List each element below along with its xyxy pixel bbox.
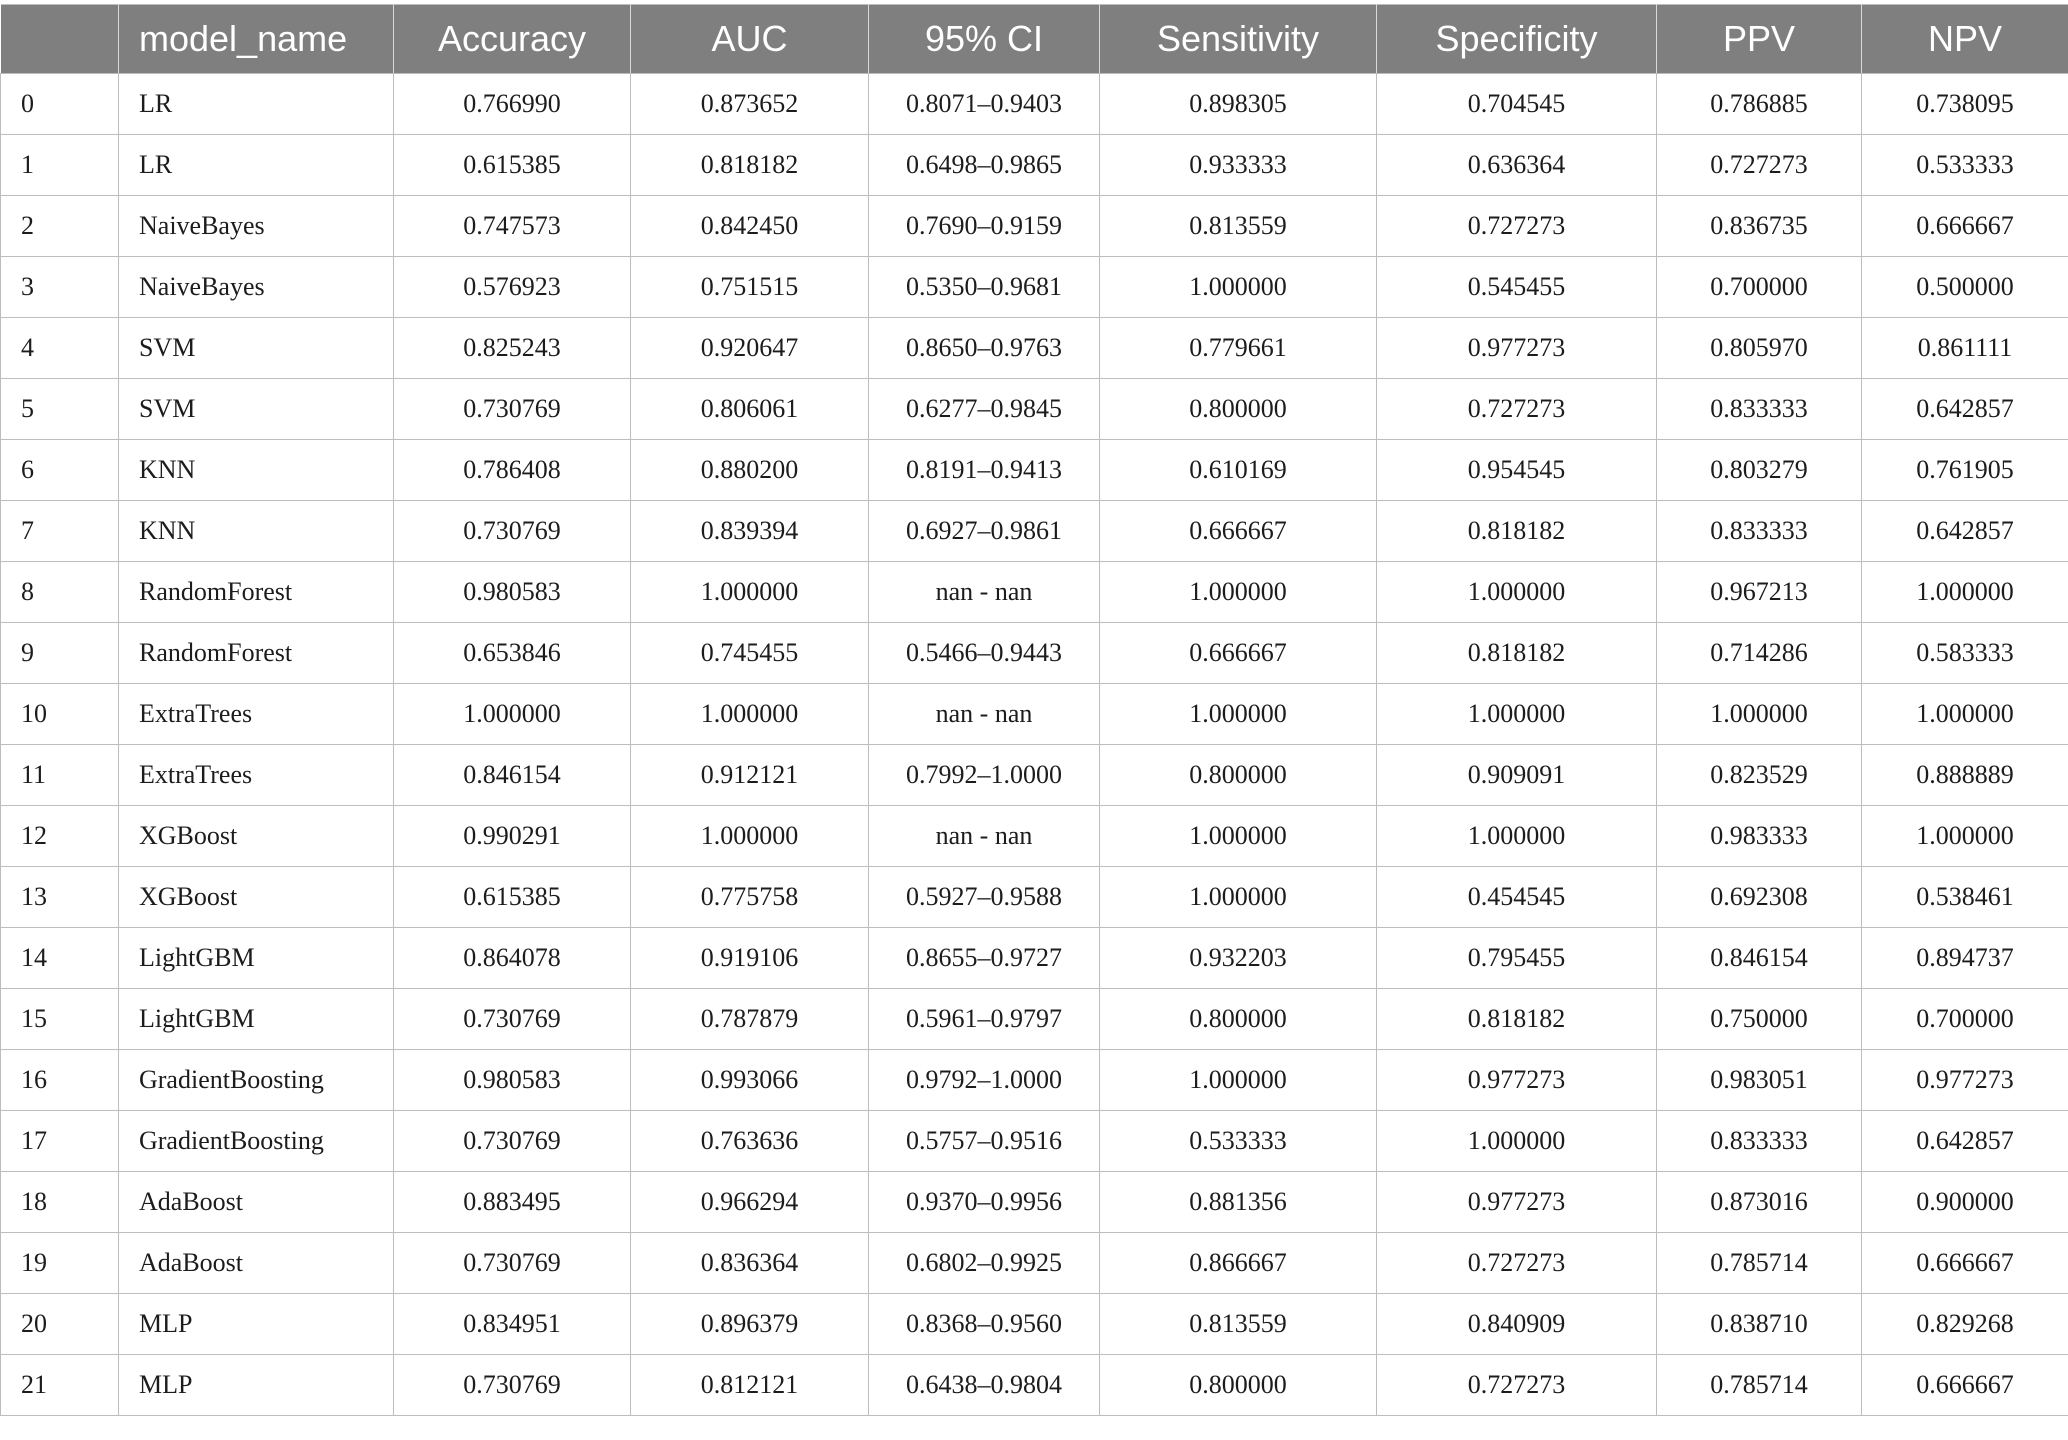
cell-ppv: 0.750000: [1657, 989, 1862, 1050]
cell-accuracy: 0.846154: [394, 745, 631, 806]
cell-npv: 0.666667: [1862, 196, 2068, 257]
cell-95-ci: 0.5350–0.9681: [869, 257, 1100, 318]
cell-index: 13: [1, 867, 119, 928]
cell-sensitivity: 0.800000: [1100, 379, 1377, 440]
cell-specificity: 0.545455: [1377, 257, 1657, 318]
table-row: [1, 806, 2068, 867]
cell-sensitivity: 0.610169: [1100, 440, 1377, 501]
cell-specificity: 0.818182: [1377, 623, 1657, 684]
table-row: [1, 1233, 2068, 1294]
cell-model-name: LightGBM: [119, 928, 394, 989]
cell-npv: 0.761905: [1862, 440, 2068, 501]
cell-sensitivity: 1.000000: [1100, 562, 1377, 623]
cell-npv: 0.900000: [1862, 1172, 2068, 1233]
cell-auc: 0.842450: [631, 196, 869, 257]
table-row: [1, 501, 2068, 562]
cell-specificity: 0.727273: [1377, 196, 1657, 257]
table-row: [1, 684, 2068, 745]
cell-95-ci: 0.7992–1.0000: [869, 745, 1100, 806]
cell-95-ci: 0.9792–1.0000: [869, 1050, 1100, 1111]
cell-sensitivity: 0.932203: [1100, 928, 1377, 989]
cell-sensitivity: 0.666667: [1100, 623, 1377, 684]
cell-index: 6: [1, 440, 119, 501]
cell-ppv: 0.873016: [1657, 1172, 1862, 1233]
cell-accuracy: 0.576923: [394, 257, 631, 318]
header-accuracy: Accuracy: [394, 5, 631, 74]
cell-npv: 1.000000: [1862, 684, 2068, 745]
cell-ppv: 0.700000: [1657, 257, 1862, 318]
table-body: [1, 74, 2068, 1416]
cell-accuracy: 0.864078: [394, 928, 631, 989]
cell-npv: 0.700000: [1862, 989, 2068, 1050]
cell-model-name: NaiveBayes: [119, 257, 394, 318]
cell-95-ci: 0.5757–0.9516: [869, 1111, 1100, 1172]
cell-accuracy: 0.766990: [394, 74, 631, 135]
cell-accuracy: 0.730769: [394, 989, 631, 1050]
cell-npv: 0.894737: [1862, 928, 2068, 989]
table-row: [1, 1050, 2068, 1111]
table-row: [1, 623, 2068, 684]
cell-model-name: RandomForest: [119, 562, 394, 623]
cell-accuracy: 0.786408: [394, 440, 631, 501]
cell-index: 20: [1, 1294, 119, 1355]
cell-auc: 0.818182: [631, 135, 869, 196]
cell-sensitivity: 0.898305: [1100, 74, 1377, 135]
cell-model-name: KNN: [119, 440, 394, 501]
cell-auc: 0.763636: [631, 1111, 869, 1172]
cell-95-ci: 0.9370–0.9956: [869, 1172, 1100, 1233]
cell-ppv: 0.967213: [1657, 562, 1862, 623]
cell-sensitivity: 0.866667: [1100, 1233, 1377, 1294]
cell-npv: 0.500000: [1862, 257, 2068, 318]
cell-npv: 0.533333: [1862, 135, 2068, 196]
cell-index: 1: [1, 135, 119, 196]
cell-ppv: 0.785714: [1657, 1355, 1862, 1416]
cell-sensitivity: 0.666667: [1100, 501, 1377, 562]
cell-npv: 0.642857: [1862, 1111, 2068, 1172]
cell-ppv: 1.000000: [1657, 684, 1862, 745]
cell-specificity: 0.840909: [1377, 1294, 1657, 1355]
cell-auc: 0.880200: [631, 440, 869, 501]
cell-sensitivity: 0.800000: [1100, 989, 1377, 1050]
cell-npv: 0.977273: [1862, 1050, 2068, 1111]
cell-ppv: 0.727273: [1657, 135, 1862, 196]
cell-model-name: NaiveBayes: [119, 196, 394, 257]
cell-sensitivity: 0.813559: [1100, 196, 1377, 257]
cell-95-ci: 0.8650–0.9763: [869, 318, 1100, 379]
header-npv: NPV: [1862, 5, 2068, 74]
cell-npv: 0.861111: [1862, 318, 2068, 379]
cell-model-name: KNN: [119, 501, 394, 562]
cell-auc: 0.787879: [631, 989, 869, 1050]
cell-index: 7: [1, 501, 119, 562]
cell-95-ci: nan - nan: [869, 806, 1100, 867]
cell-sensitivity: 1.000000: [1100, 1050, 1377, 1111]
table-row: [1, 74, 2068, 135]
cell-model-name: AdaBoost: [119, 1233, 394, 1294]
cell-sensitivity: 0.533333: [1100, 1111, 1377, 1172]
cell-index: 14: [1, 928, 119, 989]
table-row: [1, 867, 2068, 928]
header-specificity: Specificity: [1377, 5, 1657, 74]
cell-95-ci: nan - nan: [869, 562, 1100, 623]
cell-95-ci: 0.6438–0.9804: [869, 1355, 1100, 1416]
cell-accuracy: 0.980583: [394, 1050, 631, 1111]
cell-95-ci: 0.5466–0.9443: [869, 623, 1100, 684]
cell-sensitivity: 0.933333: [1100, 135, 1377, 196]
cell-accuracy: 0.980583: [394, 562, 631, 623]
cell-index: 2: [1, 196, 119, 257]
cell-auc: 0.745455: [631, 623, 869, 684]
cell-ppv: 0.983051: [1657, 1050, 1862, 1111]
cell-ppv: 0.846154: [1657, 928, 1862, 989]
cell-sensitivity: 0.779661: [1100, 318, 1377, 379]
cell-accuracy: 0.730769: [394, 501, 631, 562]
table-row: [1, 1172, 2068, 1233]
cell-95-ci: 0.8368–0.9560: [869, 1294, 1100, 1355]
cell-npv: 1.000000: [1862, 562, 2068, 623]
table-row: [1, 440, 2068, 501]
cell-95-ci: 0.5961–0.9797: [869, 989, 1100, 1050]
cell-model-name: XGBoost: [119, 867, 394, 928]
table-row: [1, 1355, 2068, 1416]
cell-auc: 0.912121: [631, 745, 869, 806]
cell-accuracy: 0.615385: [394, 135, 631, 196]
cell-specificity: 0.704545: [1377, 74, 1657, 135]
cell-index: 8: [1, 562, 119, 623]
cell-index: 21: [1, 1355, 119, 1416]
cell-specificity: 1.000000: [1377, 684, 1657, 745]
cell-sensitivity: 0.800000: [1100, 745, 1377, 806]
cell-95-ci: 0.6927–0.9861: [869, 501, 1100, 562]
cell-model-name: MLP: [119, 1294, 394, 1355]
cell-95-ci: 0.5927–0.9588: [869, 867, 1100, 928]
cell-model-name: LightGBM: [119, 989, 394, 1050]
table-row: [1, 135, 2068, 196]
cell-index: 5: [1, 379, 119, 440]
cell-sensitivity: 1.000000: [1100, 806, 1377, 867]
cell-npv: 0.666667: [1862, 1233, 2068, 1294]
cell-specificity: 1.000000: [1377, 806, 1657, 867]
cell-specificity: 0.727273: [1377, 1355, 1657, 1416]
table-row: [1, 989, 2068, 1050]
cell-model-name: AdaBoost: [119, 1172, 394, 1233]
cell-95-ci: 0.6498–0.9865: [869, 135, 1100, 196]
cell-specificity: 0.977273: [1377, 1050, 1657, 1111]
cell-95-ci: 0.8191–0.9413: [869, 440, 1100, 501]
cell-specificity: 0.977273: [1377, 1172, 1657, 1233]
cell-auc: 0.896379: [631, 1294, 869, 1355]
cell-specificity: 0.909091: [1377, 745, 1657, 806]
cell-specificity: 0.454545: [1377, 867, 1657, 928]
cell-model-name: GradientBoosting: [119, 1111, 394, 1172]
cell-model-name: SVM: [119, 379, 394, 440]
cell-sensitivity: 1.000000: [1100, 684, 1377, 745]
cell-auc: 0.806061: [631, 379, 869, 440]
cell-index: 4: [1, 318, 119, 379]
cell-index: 3: [1, 257, 119, 318]
cell-accuracy: 0.883495: [394, 1172, 631, 1233]
cell-auc: 0.775758: [631, 867, 869, 928]
cell-npv: 0.888889: [1862, 745, 2068, 806]
cell-accuracy: 0.747573: [394, 196, 631, 257]
cell-accuracy: 1.000000: [394, 684, 631, 745]
header-index: [1, 5, 119, 74]
cell-sensitivity: 1.000000: [1100, 257, 1377, 318]
cell-auc: 0.812121: [631, 1355, 869, 1416]
table-row: [1, 196, 2068, 257]
table-row: [1, 745, 2068, 806]
cell-auc: 0.751515: [631, 257, 869, 318]
cell-npv: 0.829268: [1862, 1294, 2068, 1355]
cell-accuracy: 0.730769: [394, 1233, 631, 1294]
cell-index: 19: [1, 1233, 119, 1294]
header-sensitivity: Sensitivity: [1100, 5, 1377, 74]
cell-index: 0: [1, 74, 119, 135]
cell-npv: 0.583333: [1862, 623, 2068, 684]
cell-index: 9: [1, 623, 119, 684]
cell-specificity: 0.795455: [1377, 928, 1657, 989]
cell-auc: 0.919106: [631, 928, 869, 989]
cell-ppv: 0.836735: [1657, 196, 1862, 257]
cell-95-ci: 0.7690–0.9159: [869, 196, 1100, 257]
cell-specificity: 1.000000: [1377, 562, 1657, 623]
cell-npv: 0.642857: [1862, 501, 2068, 562]
table-row: [1, 1294, 2068, 1355]
cell-ppv: 0.692308: [1657, 867, 1862, 928]
cell-sensitivity: 0.881356: [1100, 1172, 1377, 1233]
cell-specificity: 0.818182: [1377, 989, 1657, 1050]
cell-auc: 0.873652: [631, 74, 869, 135]
cell-specificity: 0.818182: [1377, 501, 1657, 562]
cell-specificity: 0.954545: [1377, 440, 1657, 501]
cell-npv: 0.738095: [1862, 74, 2068, 135]
cell-95-ci: 0.6802–0.9925: [869, 1233, 1100, 1294]
cell-model-name: XGBoost: [119, 806, 394, 867]
cell-95-ci: 0.8655–0.9727: [869, 928, 1100, 989]
cell-accuracy: 0.653846: [394, 623, 631, 684]
cell-model-name: LR: [119, 74, 394, 135]
cell-auc: 0.920647: [631, 318, 869, 379]
cell-sensitivity: 0.813559: [1100, 1294, 1377, 1355]
cell-index: 15: [1, 989, 119, 1050]
metrics-table: [0, 4, 2068, 1416]
cell-npv: 0.642857: [1862, 379, 2068, 440]
cell-auc: 0.839394: [631, 501, 869, 562]
cell-auc: 1.000000: [631, 684, 869, 745]
cell-ppv: 0.838710: [1657, 1294, 1862, 1355]
cell-ppv: 0.823529: [1657, 745, 1862, 806]
cell-ppv: 0.803279: [1657, 440, 1862, 501]
cell-index: 12: [1, 806, 119, 867]
cell-ppv: 0.714286: [1657, 623, 1862, 684]
cell-auc: 1.000000: [631, 806, 869, 867]
cell-model-name: MLP: [119, 1355, 394, 1416]
cell-index: 11: [1, 745, 119, 806]
cell-model-name: RandomForest: [119, 623, 394, 684]
cell-index: 16: [1, 1050, 119, 1111]
cell-ppv: 0.833333: [1657, 501, 1862, 562]
cell-95-ci: nan - nan: [869, 684, 1100, 745]
cell-index: 10: [1, 684, 119, 745]
cell-ppv: 0.785714: [1657, 1233, 1862, 1294]
cell-auc: 0.993066: [631, 1050, 869, 1111]
cell-accuracy: 0.730769: [394, 1355, 631, 1416]
cell-model-name: LR: [119, 135, 394, 196]
table-row: [1, 257, 2068, 318]
cell-95-ci: 0.8071–0.9403: [869, 74, 1100, 135]
header-row: [1, 5, 2068, 74]
cell-specificity: 0.727273: [1377, 1233, 1657, 1294]
cell-model-name: SVM: [119, 318, 394, 379]
cell-95-ci: 0.6277–0.9845: [869, 379, 1100, 440]
header-95-ci: 95% CI: [869, 5, 1100, 74]
cell-accuracy: 0.730769: [394, 379, 631, 440]
cell-accuracy: 0.990291: [394, 806, 631, 867]
table-row: [1, 562, 2068, 623]
cell-specificity: 0.727273: [1377, 379, 1657, 440]
cell-sensitivity: 1.000000: [1100, 867, 1377, 928]
cell-accuracy: 0.730769: [394, 1111, 631, 1172]
table-row: [1, 318, 2068, 379]
cell-accuracy: 0.615385: [394, 867, 631, 928]
cell-model-name: GradientBoosting: [119, 1050, 394, 1111]
cell-npv: 1.000000: [1862, 806, 2068, 867]
cell-specificity: 0.977273: [1377, 318, 1657, 379]
cell-ppv: 0.786885: [1657, 74, 1862, 135]
cell-npv: 0.538461: [1862, 867, 2068, 928]
cell-accuracy: 0.834951: [394, 1294, 631, 1355]
header-ppv: PPV: [1657, 5, 1862, 74]
cell-sensitivity: 0.800000: [1100, 1355, 1377, 1416]
cell-specificity: 1.000000: [1377, 1111, 1657, 1172]
header-auc: AUC: [631, 5, 869, 74]
table-row: [1, 1111, 2068, 1172]
table-row: [1, 379, 2068, 440]
cell-ppv: 0.833333: [1657, 379, 1862, 440]
cell-ppv: 0.983333: [1657, 806, 1862, 867]
cell-index: 18: [1, 1172, 119, 1233]
cell-specificity: 0.636364: [1377, 135, 1657, 196]
cell-index: 17: [1, 1111, 119, 1172]
header-model-name: model_name: [119, 5, 394, 74]
table-row: [1, 928, 2068, 989]
cell-ppv: 0.833333: [1657, 1111, 1862, 1172]
cell-model-name: ExtraTrees: [119, 745, 394, 806]
cell-auc: 1.000000: [631, 562, 869, 623]
cell-model-name: ExtraTrees: [119, 684, 394, 745]
cell-npv: 0.666667: [1862, 1355, 2068, 1416]
cell-auc: 0.966294: [631, 1172, 869, 1233]
cell-ppv: 0.805970: [1657, 318, 1862, 379]
cell-auc: 0.836364: [631, 1233, 869, 1294]
cell-accuracy: 0.825243: [394, 318, 631, 379]
